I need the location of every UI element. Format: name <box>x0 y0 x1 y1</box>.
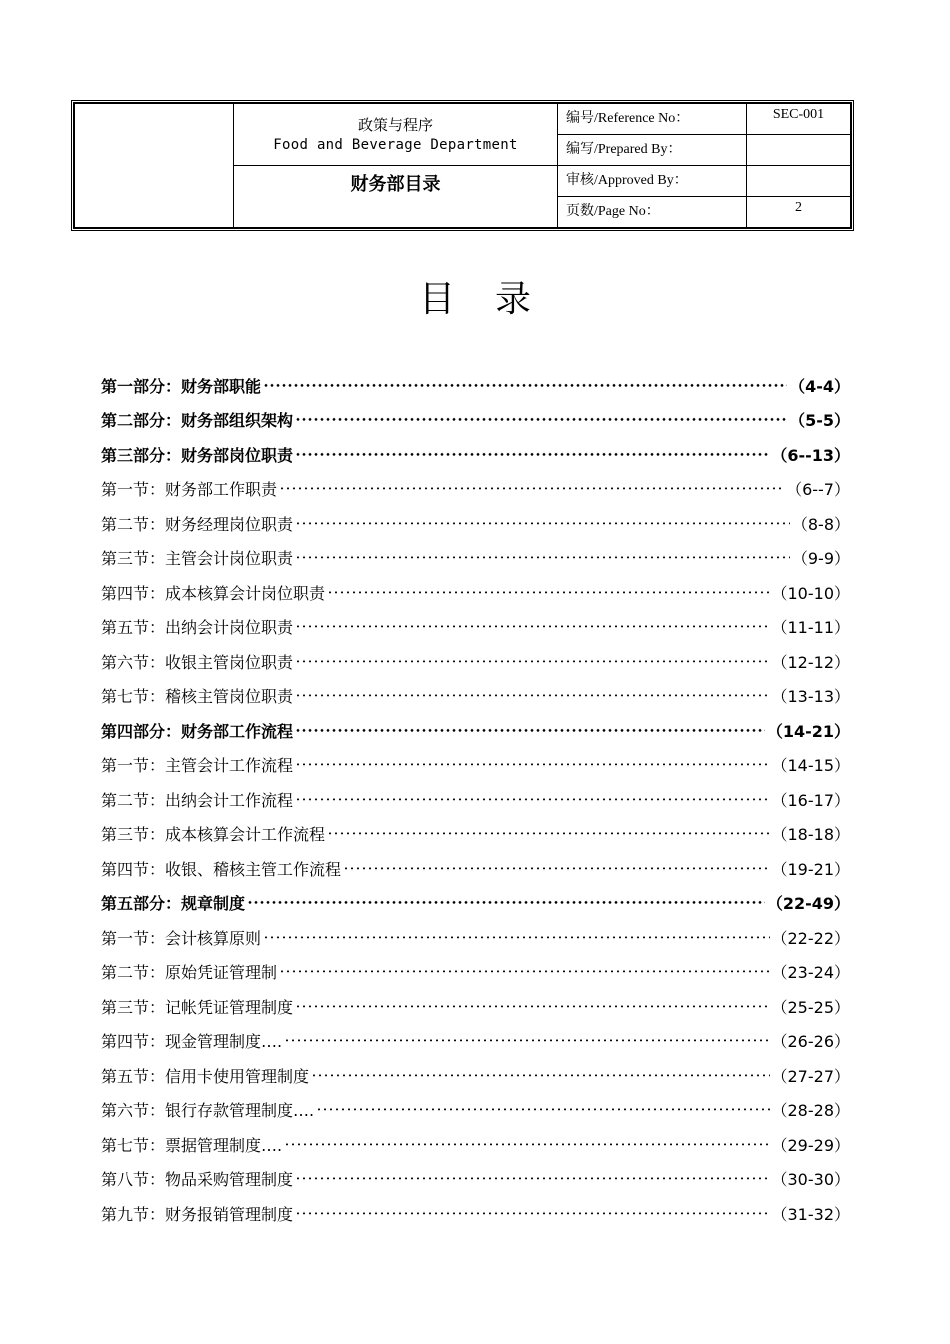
toc-section-entry[interactable] <box>101 1058 850 1093</box>
table-of-contents <box>101 368 850 1231</box>
toc-entry-pages: （31-32） <box>771 1204 850 1224</box>
toc-entry-pages: （27-27） <box>771 1066 850 1086</box>
toc-entry-title: 第四节：成本核算会计岗位职责 <box>101 583 326 603</box>
dot-leader <box>295 996 769 1017</box>
dot-leader <box>327 823 769 844</box>
dot-leader <box>263 375 787 396</box>
toc-section-entry[interactable] <box>101 1196 850 1231</box>
dot-leader <box>316 1099 769 1120</box>
toc-section-entry[interactable] <box>101 1024 850 1059</box>
dot-leader <box>327 582 769 603</box>
document-header <box>71 100 854 231</box>
dot-leader <box>284 1134 769 1155</box>
header-table <box>74 103 851 228</box>
toc-entry-title: 第七节：稽核主管岗位职责 <box>101 687 294 707</box>
toc-entry-pages: （30-30） <box>771 1170 850 1190</box>
document-title: 财务部目录 <box>234 166 558 228</box>
toc-section-entry[interactable] <box>101 851 850 886</box>
toc-entry-title: 第九节：财务报销管理制度 <box>101 1204 294 1224</box>
approved-value <box>747 166 851 197</box>
toc-entry-pages: （13-13） <box>771 687 850 707</box>
page-title: 目录 <box>418 279 571 320</box>
toc-entry-pages: （5-5） <box>789 411 850 431</box>
toc-part-entry[interactable] <box>101 403 850 438</box>
toc-entry-pages: （8-8） <box>791 514 850 534</box>
toc-entry-title: 第二节：出纳会计工作流程 <box>101 790 294 810</box>
toc-section-entry[interactable] <box>101 575 850 610</box>
toc-entry-title: 第四节：收银、稽核主管工作流程 <box>101 859 342 879</box>
toc-entry-pages: （22-49） <box>766 894 850 914</box>
toc-entry-title: 第三节：主管会计岗位职责 <box>101 549 294 569</box>
toc-entry-pages: （14-15） <box>771 756 850 776</box>
toc-section-entry[interactable] <box>101 1162 850 1197</box>
toc-entry-pages: （28-28） <box>771 1101 850 1121</box>
policy-title-en: Food and Beverage Department <box>273 136 518 153</box>
toc-entry-title: 第三节：成本核算会计工作流程 <box>101 825 326 845</box>
toc-section-entry[interactable] <box>101 472 850 507</box>
toc-entry-title: 第四节：现金管理制度…. <box>101 1032 283 1052</box>
reference-label: 编号/Reference No： <box>558 104 747 135</box>
toc-section-entry[interactable] <box>101 644 850 679</box>
prepared-value <box>747 135 851 166</box>
toc-entry-pages: （10-10） <box>771 583 850 603</box>
dot-leader <box>295 685 769 706</box>
toc-entry-title: 第一部分：财务部职能 <box>101 376 262 396</box>
toc-entry-pages: （19-21） <box>771 859 850 879</box>
toc-section-entry[interactable] <box>101 989 850 1024</box>
toc-entry-pages: （11-11） <box>771 618 850 638</box>
dot-leader <box>295 616 769 637</box>
toc-entry-pages: （14-21） <box>766 721 850 741</box>
toc-entry-title: 第一节：会计核算原则 <box>101 928 262 948</box>
toc-entry-title: 第五节：出纳会计岗位职责 <box>101 618 294 638</box>
dot-leader <box>311 1065 769 1086</box>
dot-leader <box>263 927 769 948</box>
toc-entry-title: 第一节：财务部工作职责 <box>101 480 278 500</box>
toc-entry-title: 第二节：原始凭证管理制 <box>101 963 278 983</box>
prepared-label: 编写/Prepared By： <box>558 135 747 166</box>
toc-section-entry[interactable] <box>101 610 850 645</box>
dot-leader <box>279 478 784 499</box>
toc-entry-pages: （12-12） <box>771 652 850 672</box>
toc-section-entry[interactable] <box>101 748 850 783</box>
toc-part-entry[interactable] <box>101 437 850 472</box>
toc-section-entry[interactable] <box>101 1093 850 1128</box>
toc-entry-pages: （25-25） <box>771 997 850 1017</box>
toc-entry-pages: （22-22） <box>771 928 850 948</box>
dot-leader <box>284 1030 769 1051</box>
toc-entry-pages: （6--7） <box>786 480 850 500</box>
toc-entry-pages: （18-18） <box>771 825 850 845</box>
toc-entry-pages: （26-26） <box>771 1032 850 1052</box>
toc-section-entry[interactable] <box>101 920 850 955</box>
toc-section-entry[interactable] <box>101 1127 850 1162</box>
policy-cell <box>234 104 558 166</box>
toc-entry-title: 第三部分：财务部岗位职责 <box>101 445 294 465</box>
page-no-value: 2 <box>747 197 851 228</box>
dot-leader <box>295 444 769 465</box>
toc-part-entry[interactable] <box>101 713 850 748</box>
toc-entry-pages: （6--13） <box>771 445 850 465</box>
toc-entry-title: 第五部分：规章制度 <box>101 894 246 914</box>
approved-label: 审核/Approved By： <box>558 166 747 197</box>
toc-entry-title: 第一节：主管会计工作流程 <box>101 756 294 776</box>
toc-entry-title: 第四部分：财务部工作流程 <box>101 721 294 741</box>
toc-section-entry[interactable] <box>101 955 850 990</box>
dot-leader <box>295 754 769 775</box>
toc-part-entry[interactable] <box>101 886 850 921</box>
reference-value: SEC-001 <box>747 104 851 135</box>
toc-entry-title: 第二部分：财务部组织架构 <box>101 411 294 431</box>
page-no-label: 页数/Page No： <box>558 197 747 228</box>
toc-entry-pages: （16-17） <box>771 790 850 810</box>
dot-leader <box>295 409 787 430</box>
dot-leader <box>279 961 769 982</box>
toc-entry-pages: （29-29） <box>771 1135 850 1155</box>
toc-entry-title: 第三节：记帐凭证管理制度 <box>101 997 294 1017</box>
toc-entry-title: 第二节：财务经理岗位职责 <box>101 514 294 534</box>
dot-leader <box>295 513 790 534</box>
toc-entry-pages: （23-24） <box>771 963 850 983</box>
dot-leader <box>343 858 769 879</box>
policy-title-cn: 政策与程序 <box>357 115 433 134</box>
toc-section-entry[interactable] <box>101 541 850 576</box>
logo-cell <box>75 104 234 228</box>
dot-leader <box>295 651 769 672</box>
dot-leader <box>295 720 765 741</box>
toc-entry-title: 第五节：信用卡使用管理制度 <box>101 1066 310 1086</box>
toc-entry-pages: （4-4） <box>789 376 850 396</box>
toc-entry-pages: （9-9） <box>791 549 850 569</box>
toc-section-entry[interactable] <box>101 782 850 817</box>
toc-entry-title: 第六节：收银主管岗位职责 <box>101 652 294 672</box>
toc-part-entry[interactable] <box>101 368 850 403</box>
dot-leader <box>295 1203 769 1224</box>
toc-entry-title: 第六节：银行存款管理制度…. <box>101 1101 315 1121</box>
toc-entry-title: 第七节：票据管理制度…. <box>101 1135 283 1155</box>
toc-section-entry[interactable] <box>101 817 850 852</box>
dot-leader <box>295 547 790 568</box>
toc-entry-title: 第八节：物品采购管理制度 <box>101 1170 294 1190</box>
dot-leader <box>295 1168 769 1189</box>
toc-section-entry[interactable] <box>101 679 850 714</box>
dot-leader <box>295 789 769 810</box>
dot-leader <box>247 892 765 913</box>
toc-section-entry[interactable] <box>101 506 850 541</box>
